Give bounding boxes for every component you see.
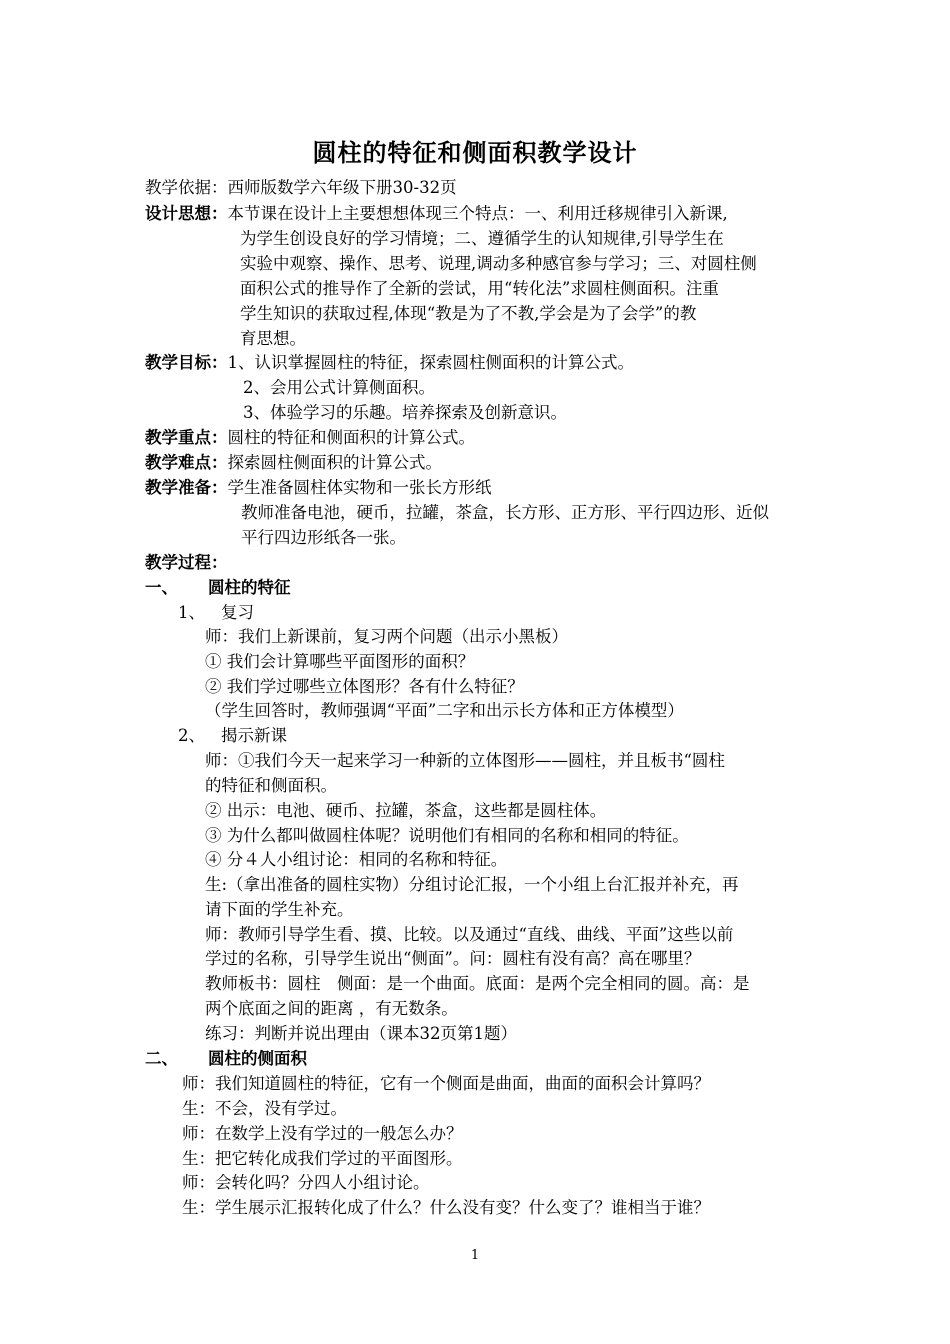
prep-label: 教学准备： (145, 478, 228, 497)
section2-number: 二、 (145, 1049, 178, 1068)
review-line: ② 我们学过哪些立体图形？各有什么特征？ (205, 677, 524, 696)
prep-line: 教师准备电池，硬币，拉罐，茶盒，长方形、正方形、平行四边形、近似 (241, 503, 769, 522)
basis-text: 西师版数学六年级下册30-32页 (227, 178, 457, 197)
goal-item: 3、体验学习的乐趣。培养探索及创新意识。 (243, 403, 567, 422)
dialogue-line: 生：把它转化成我们学过的平面图形。 (182, 1149, 463, 1168)
design-line: 本节课在设计上主要想想体现三个特点：一、利用迁移规律引入新课, (227, 204, 728, 223)
key-text: 圆柱的特征和侧面积的计算公式。 (227, 428, 475, 447)
dialogue-line: 师：在数学上没有学过的一般怎么办？ (182, 1124, 463, 1143)
section1-title: 圆柱的特征 (208, 578, 291, 597)
design-line: 学生知识的获取过程,体现“教是为了不教,学会是为了会学”的教 (240, 304, 697, 323)
review-line: （学生回答时，教师强调“平面”二字和出示长方体和正方体模型） (205, 701, 684, 720)
design-first-line (145, 201, 728, 226)
newlesson-line: 教师板书：圆柱 侧面：是一个曲面。底面：是两个完全相同的圆。高：是 (205, 974, 750, 993)
newlesson-line: 请下面的学生补充。 (205, 900, 354, 919)
dialogue-line: 师：我们知道圆柱的特征，它有一个侧面是曲面，曲面的面积会计算吗？ (182, 1074, 710, 1093)
sub1-heading (178, 600, 254, 625)
section1-number: 一、 (145, 578, 178, 597)
newlesson-line: 两个底面之间的距离 ，有无数条。 (205, 999, 458, 1018)
difficulty-text: 探索圆柱侧面积的计算公式。 (227, 453, 442, 472)
prep-first-line (145, 475, 492, 500)
section2-heading (145, 1046, 307, 1071)
key-label: 教学重点： (145, 428, 228, 447)
newlesson-line: 的特征和侧面积。 (205, 776, 337, 795)
goal-item: 2、会用公式计算侧面积。 (243, 378, 435, 397)
key-line (145, 425, 475, 450)
goal-item: 1、认识掌握圆柱的特征，探索圆柱侧面积的计算公式。 (227, 353, 634, 372)
sub1-number: 1、 (178, 603, 205, 622)
sub2-number: 2、 (178, 726, 205, 745)
section2-title: 圆柱的侧面积 (208, 1049, 307, 1068)
review-line: 师：我们上新课前，复习两个问题（出示小黑板） (205, 627, 568, 646)
newlesson-line: 学过的名称，引导学生说出“侧面”。问：圆柱有没有高？高在哪里？ (205, 949, 701, 968)
document-title: 圆柱的特征和侧面积教学设计 (312, 139, 638, 167)
design-line: 实验中观察、操作、思考、说理,调动多种感官参与学习；三、对圆柱侧 (240, 254, 757, 273)
dialogue-line: 生：学生展示汇报转化成了什么？什么没有变？什么变了？谁相当于谁？ (182, 1198, 710, 1217)
prep-line: 学生准备圆柱体实物和一张长方形纸 (227, 478, 492, 497)
sub1-title: 复习 (221, 603, 254, 622)
newlesson-line: ② 出示：电池、硬币、拉罐，茶盒，这些都是圆柱体。 (205, 801, 607, 820)
goals-label: 教学目标： (145, 353, 228, 372)
page-number: 1 (470, 1248, 480, 1263)
design-label: 设计思想： (145, 204, 228, 223)
design-line: 为学生创设良好的学习情境；二、遵循学生的认知规律,引导学生在 (240, 229, 724, 248)
goals-first-line (145, 350, 634, 375)
newlesson-line: 生:（拿出准备的圆柱实物）分组讨论汇报，一个小组上台汇报并补充，再 (205, 875, 739, 894)
sub2-heading (178, 723, 287, 748)
exercise-line: 练习：判断并说出理由（课本32页第1题） (205, 1024, 517, 1043)
prep-line: 平行四边形纸各一张。 (241, 528, 406, 547)
basis-label: 教学依据： (145, 178, 228, 197)
dialogue-line: 生：不会，没有学过。 (182, 1099, 347, 1118)
difficulty-label: 教学难点： (145, 453, 228, 472)
newlesson-line: ④ 分４人小组讨论：相同的名称和特征。 (205, 850, 508, 869)
process-label: 教学过程： (145, 553, 228, 572)
design-line: 面积公式的推导作了全新的尝试，用“转化法”求圆柱侧面积。注重 (240, 279, 719, 298)
newlesson-line: ③ 为什么都叫做圆柱体呢？说明他们有相同的名称和相同的特征。 (205, 826, 689, 845)
section1-heading (145, 575, 291, 600)
dialogue-line: 师：会转化吗？分四人小组讨论。 (182, 1173, 430, 1192)
newlesson-line: 师：教师引导学生看、摸、比较。以及通过“直线、曲线、平面”这些以前 (205, 925, 734, 944)
basis-line (145, 175, 457, 200)
review-line: ① 我们会计算哪些平面图形的面积？ (205, 652, 475, 671)
newlesson-line: 师：①我们今天一起来学习一种新的立体图形——圆柱，并且板书“圆柱 (205, 751, 725, 770)
sub2-title: 揭示新课 (221, 726, 287, 745)
design-line: 育思想。 (240, 329, 306, 348)
difficulty-line (145, 450, 442, 475)
